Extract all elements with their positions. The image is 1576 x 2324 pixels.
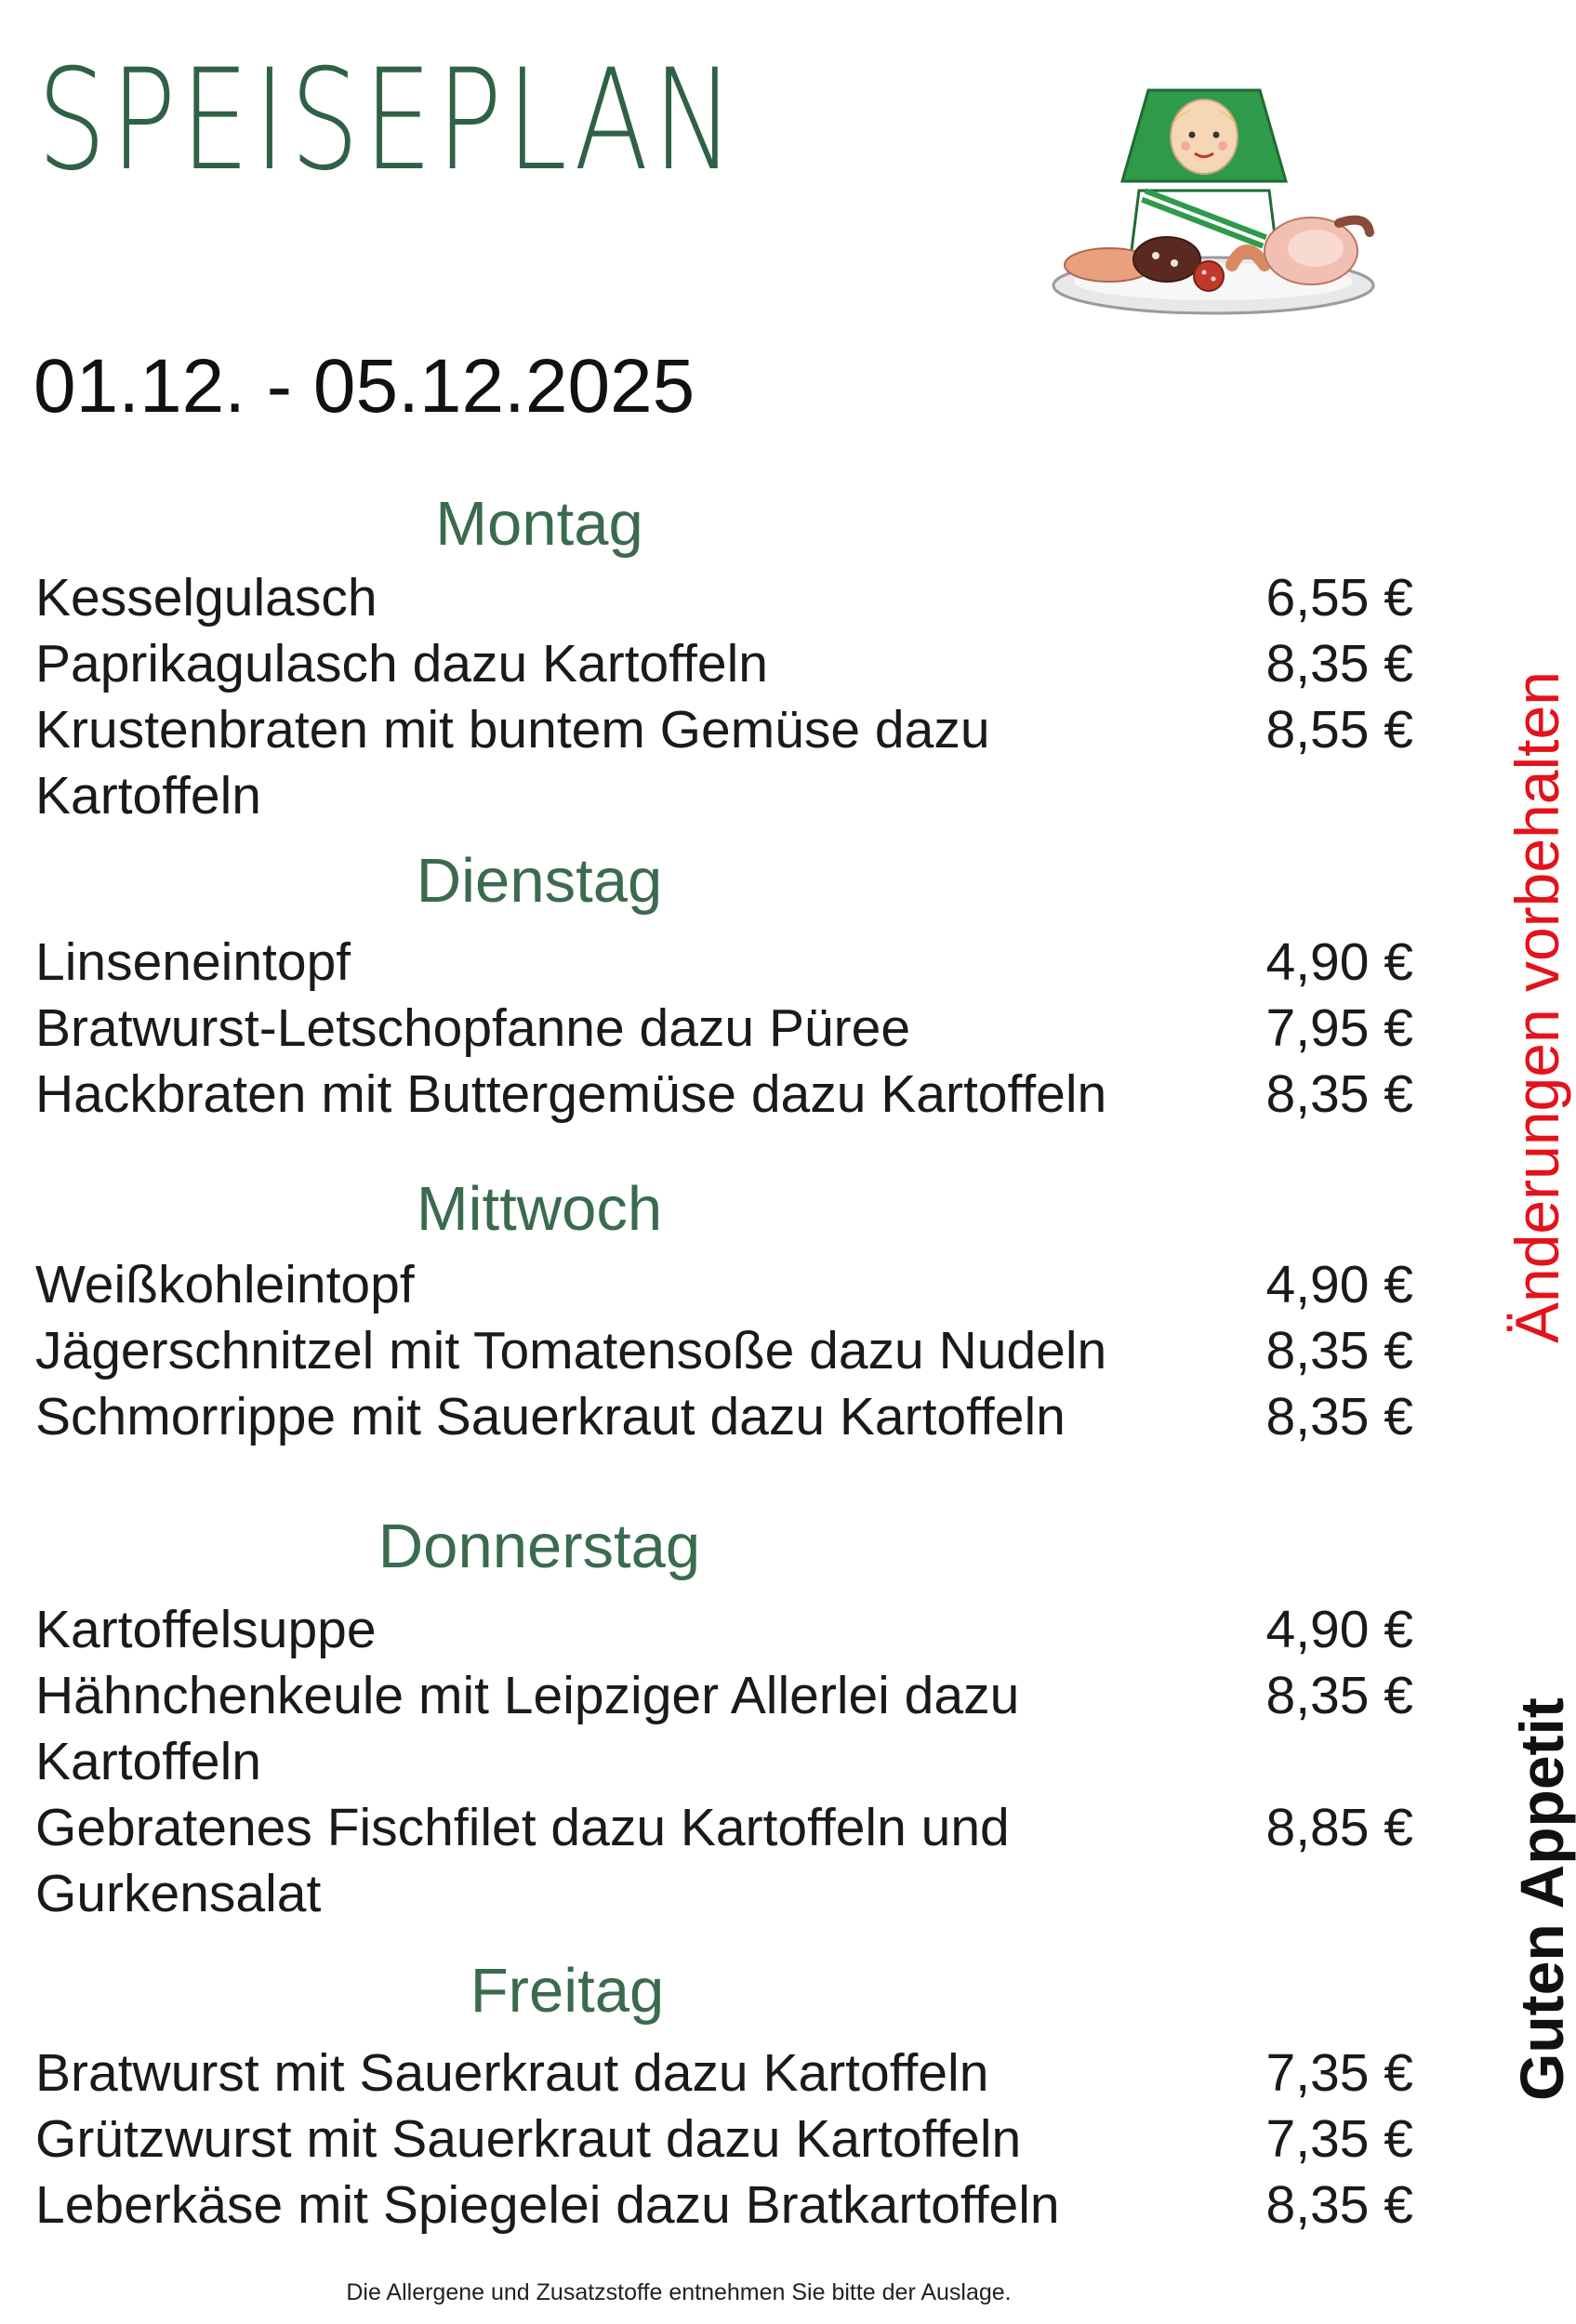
dish-name: Bratwurst-Letschopfanne dazu Püree [35,998,911,1058]
dish-name: Hackbraten mit Buttergemüse dazu Kartoffeln [35,1064,1107,1124]
dish-price: 8,35 € [1265,1666,1413,1725]
day-heading-donnerstag: Donnerstag [377,1512,701,1581]
changes-reserved-note: Änderungen vorbehalten [1503,671,1571,1343]
dish-price: 4,90 € [1265,932,1413,992]
dish-price: 8,85 € [1265,1798,1413,1857]
dish-name: Paprikagulasch dazu Kartoffeln [35,634,768,693]
dish-name: Kartoffelsuppe [35,1600,377,1659]
date-range: 01.12. - 05.12.2025 [33,344,695,429]
day-heading-montag: Montag [435,489,643,559]
day-heading-dienstag: Dienstag [416,846,663,916]
dish-price: 7,35 € [1265,2043,1413,2103]
guten-appetit-note: Guten Appetit [1507,1697,1576,2101]
dish-name: Linseneintopf [35,932,351,992]
dish-price: 8,35 € [1265,1321,1413,1380]
butcher-mascot-with-platter-logo [1046,79,1381,325]
dish-name: Schmorrippe mit Sauerkraut dazu Kartoffeln [35,1387,1066,1446]
dish-price: 8,35 € [1265,1064,1413,1124]
dish-price: 6,55 € [1265,568,1413,627]
dish-name: Kesselgulasch [35,568,377,627]
dish-name: Leberkäse mit Spiegelei dazu Bratkartoffeln [35,2175,1060,2235]
dish-price: 4,90 € [1265,1255,1413,1314]
dish-name: Bratwurst mit Sauerkraut dazu Kartoffeln [35,2043,989,2103]
allergen-footer-note: Die Allergene und Zusatzstoffe entnehmen Sie bitte der Auslage. [346,2279,1012,2305]
day-heading-freitag: Freitag [470,1956,665,2026]
dish-price: 8,55 € [1265,700,1413,759]
dish-price: 8,35 € [1265,634,1413,693]
dish-name: Grützwurst mit Sauerkraut dazu Kartoffeln [35,2109,1022,2169]
page-title: SPEISEPLAN [37,40,739,202]
dish-price: 4,90 € [1265,1600,1413,1659]
dish-price: 8,35 € [1265,2175,1413,2235]
dish-name: Weißkohleintopf [35,1255,415,1314]
dish-name: Krustenbraten mit buntem Gemüse dazu Kartoffeln [35,700,990,825]
day-heading-mittwoch: Mittwoch [416,1174,663,1244]
dish-name: Jägerschnitzel mit Tomatensoße dazu Nudeln [35,1321,1107,1380]
dish-name: Hähnchenkeule mit Leipziger Allerlei dazu Kartoffeln [35,1666,1020,1791]
dish-price: 8,35 € [1265,1387,1413,1446]
dish-price: 7,95 € [1265,998,1413,1058]
dish-name: Gebratenes Fischfilet dazu Kartoffeln und Gurkensalat [35,1798,1010,1923]
dish-price: 7,35 € [1265,2109,1413,2169]
